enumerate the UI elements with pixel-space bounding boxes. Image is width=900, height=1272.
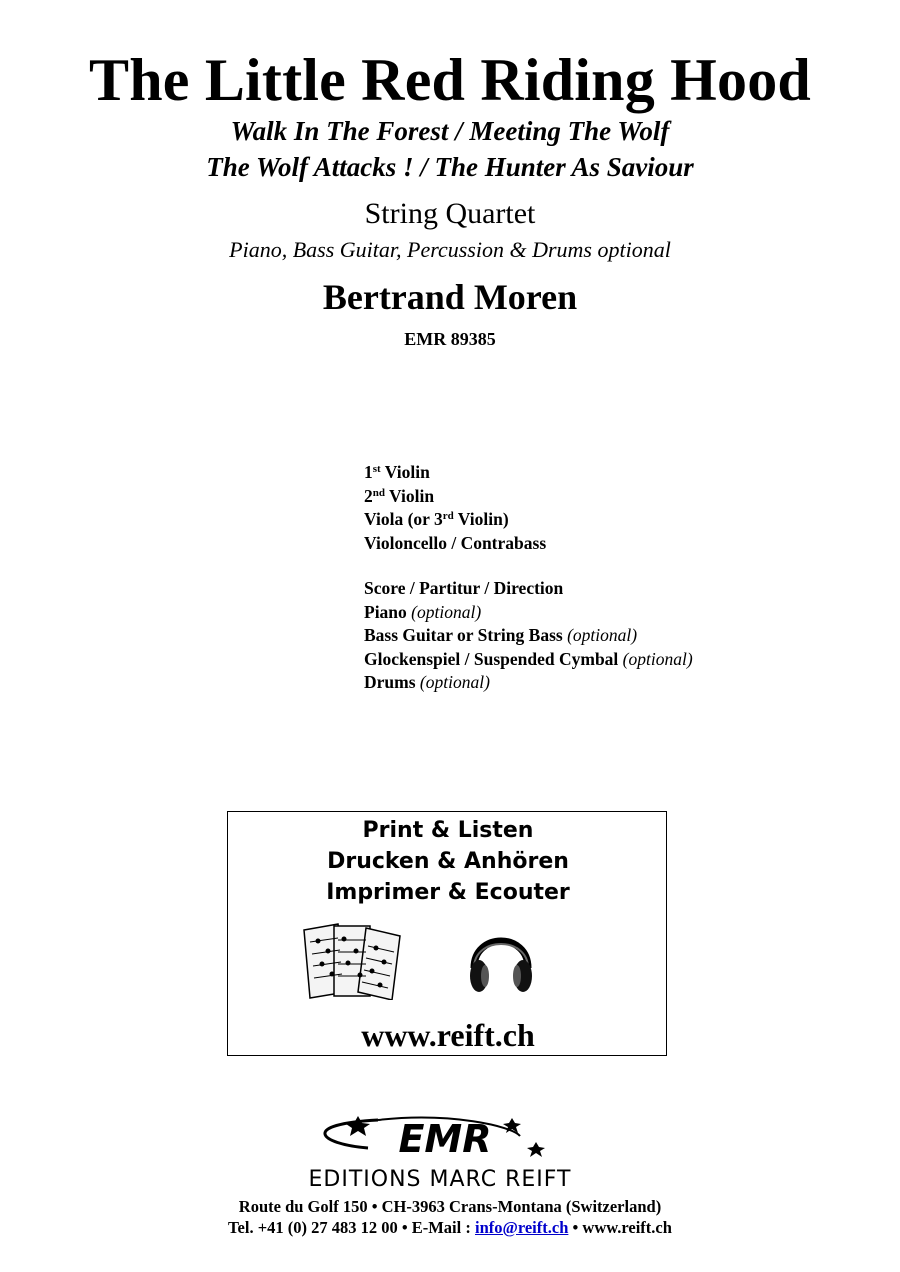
promo-line-3: Imprimer & Ecouter bbox=[326, 880, 570, 905]
page-title: The Little Red Riding Hood bbox=[89, 47, 811, 113]
movements-line-1: Walk In The Forest / Meeting The Wolf bbox=[230, 116, 670, 146]
string-parts-list bbox=[364, 461, 546, 555]
part-cello: Violoncello / Contrabass bbox=[364, 532, 547, 553]
sheet-music-icon bbox=[300, 920, 412, 1000]
promo-url: www.reift.ch bbox=[361, 1017, 535, 1053]
catalog-number: EMR 89385 bbox=[404, 329, 496, 349]
part-piano: Piano (optional) bbox=[364, 601, 482, 622]
headphones-icon bbox=[466, 920, 536, 1000]
part-viola: Viola (or 3rd Violin) bbox=[364, 509, 509, 529]
movements-line-2: The Wolf Attacks ! / The Hunter As Saviour bbox=[206, 152, 694, 182]
optional-instruments: Piano, Bass Guitar, Percussion & Drums optional bbox=[229, 237, 671, 262]
part-score: Score / Partitur / Direction bbox=[364, 578, 564, 598]
part-violin-2: 2nd Violin bbox=[364, 485, 435, 506]
additional-parts-list bbox=[364, 577, 693, 695]
email-link[interactable]: info@reift.ch bbox=[474, 1218, 569, 1237]
emr-logo bbox=[250, 1108, 650, 1190]
print-listen-box bbox=[227, 811, 667, 1056]
publisher-address: Route du Golf 150 • CH-3963 Crans-Montana (Switzerland) bbox=[238, 1197, 662, 1216]
part-violin-1: 1st Violin bbox=[364, 462, 430, 482]
promo-line-2: Drucken & Anhören bbox=[327, 849, 569, 874]
publisher-contact: Tel. +41 (0) 27 483 12 00 • E-Mail : info@reift.ch • www.reift.ch bbox=[228, 1218, 672, 1237]
part-bass: Bass Guitar or String Bass (optional) bbox=[364, 625, 638, 645]
promo-line-1: Print & Listen bbox=[362, 818, 534, 843]
publisher-name: EDITIONS MARC REIFT bbox=[308, 1167, 572, 1190]
part-drums: Drums (optional) bbox=[364, 672, 490, 692]
composer: Bertrand Moren bbox=[322, 277, 578, 317]
part-glockenspiel: Glockenspiel / Suspended Cymbal (optional) bbox=[364, 648, 693, 669]
logo-emr-text: EMR bbox=[398, 1117, 492, 1161]
ensemble: String Quartet bbox=[364, 197, 536, 230]
